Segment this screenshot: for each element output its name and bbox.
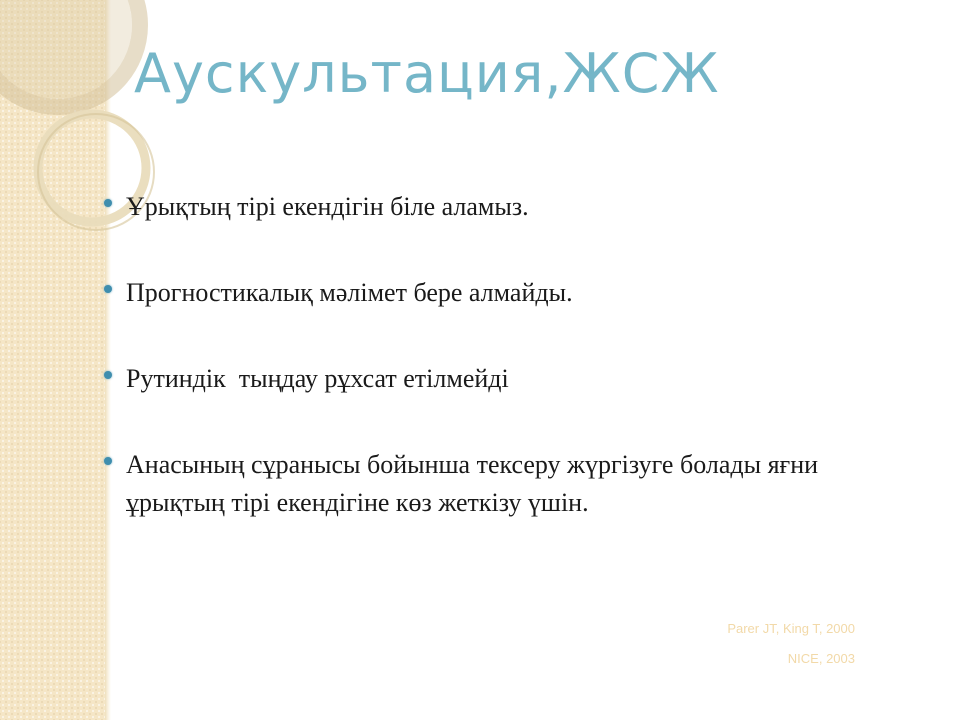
bullet-list [104,188,824,570]
references [727,614,855,674]
bullet-text: Прогностикалық мәлімет бере алмайды. [126,278,573,307]
reference-line: Parer JT, King T, 2000 [727,621,855,636]
bullet-item [104,360,824,398]
reference-line: NICE, 2003 [787,651,855,666]
bullet-dot-icon [104,457,112,465]
bullet-item [104,188,824,226]
bullet-text: Ұрықтың тірі екендігін біле аламыз. [126,192,529,221]
bullet-text: Рутиндік тыңдау рұхсат етілмейді [126,364,509,393]
bullet-dot-icon [104,371,112,379]
bullet-dot-icon [104,285,112,293]
slide-title: Аускультация,ЖСЖ [134,42,720,105]
bullet-item [104,446,824,522]
bullet-item [104,274,824,312]
bullet-text: Анасының сұранысы бойынша тексеру жүргізуге болады яғни ұрықтың тірі екендігіне көз жеткізу үшін. [126,450,825,517]
bullet-dot-icon [104,199,112,207]
